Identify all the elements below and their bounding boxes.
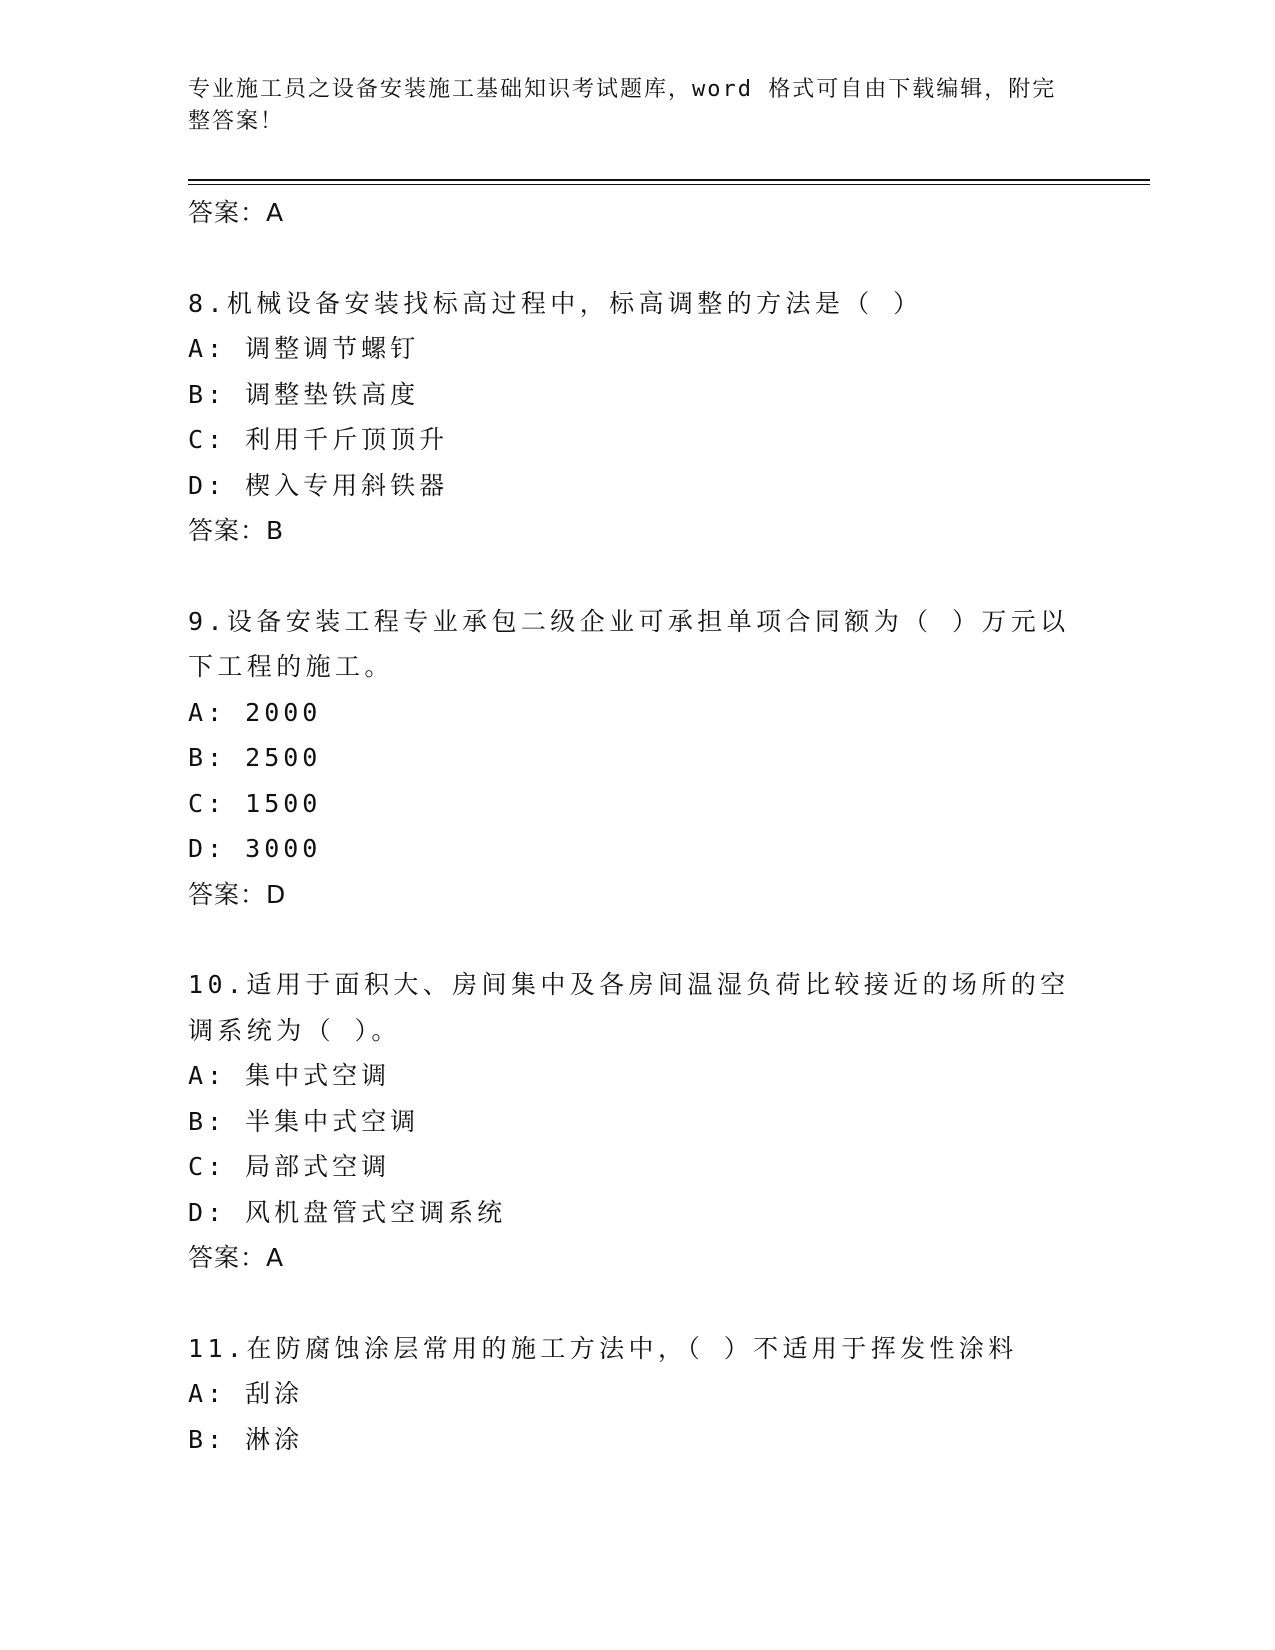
option-d: D: 楔入专用斜铁器 bbox=[188, 470, 449, 500]
header-rule-thin bbox=[188, 184, 1150, 185]
answer-q7: 答案：A bbox=[188, 198, 285, 227]
answer: 答案：D bbox=[188, 879, 287, 909]
spacer bbox=[188, 1281, 1088, 1326]
option-a: A: 集中式空调 bbox=[188, 1061, 391, 1090]
option-d: D: 风机盘管式空调系统 bbox=[188, 1197, 507, 1227]
question-9 bbox=[188, 599, 1088, 918]
question-11 bbox=[188, 1326, 1088, 1463]
question-stem: 8.机械设备安装找标高过程中，标高调整的方法是（ ） bbox=[188, 288, 923, 318]
option-a: A: 2000 bbox=[188, 697, 322, 727]
option-c: C: 1500 bbox=[188, 788, 322, 818]
option-c: C: 局部式空调 bbox=[188, 1152, 391, 1181]
option-a: A: 调整调节螺钉 bbox=[188, 334, 420, 363]
question-stem: 10.适用于面积大、房间集中及各房间温湿负荷比较接近的场所的空调系统为（ ）。 bbox=[188, 970, 1070, 1045]
header-rule-thick bbox=[188, 179, 1150, 181]
option-d: D: 3000 bbox=[188, 834, 322, 863]
answer: 答案：A bbox=[188, 1243, 285, 1272]
answer: 答案：B bbox=[188, 516, 285, 545]
option-a: A: 刮涂 bbox=[188, 1379, 304, 1408]
document-header: 专业施工员之设备安装施工基础知识考试题库，word 格式可自由下载编辑，附完整答案！ bbox=[188, 77, 1057, 134]
question-10 bbox=[188, 962, 1088, 1281]
question-stem: 11.在防腐蚀涂层常用的施工方法中，（ ）不适用于挥发性涂料 bbox=[188, 1333, 1018, 1363]
option-c: C: 利用千斤顶顶升 bbox=[188, 425, 449, 454]
spacer bbox=[188, 236, 1088, 281]
option-b: B: 淋涂 bbox=[188, 1424, 304, 1454]
option-b: B: 2500 bbox=[188, 743, 322, 772]
question-list bbox=[188, 190, 1088, 1462]
question-8 bbox=[188, 281, 1088, 554]
option-b: B: 半集中式空调 bbox=[188, 1106, 420, 1136]
spacer bbox=[188, 917, 1088, 962]
option-b: B: 调整垫铁高度 bbox=[188, 379, 420, 409]
spacer bbox=[188, 554, 1088, 599]
question-stem: 9.设备安装工程专业承包二级企业可承担单项合同额为（ ）万元以下工程的施工。 bbox=[188, 606, 1070, 681]
